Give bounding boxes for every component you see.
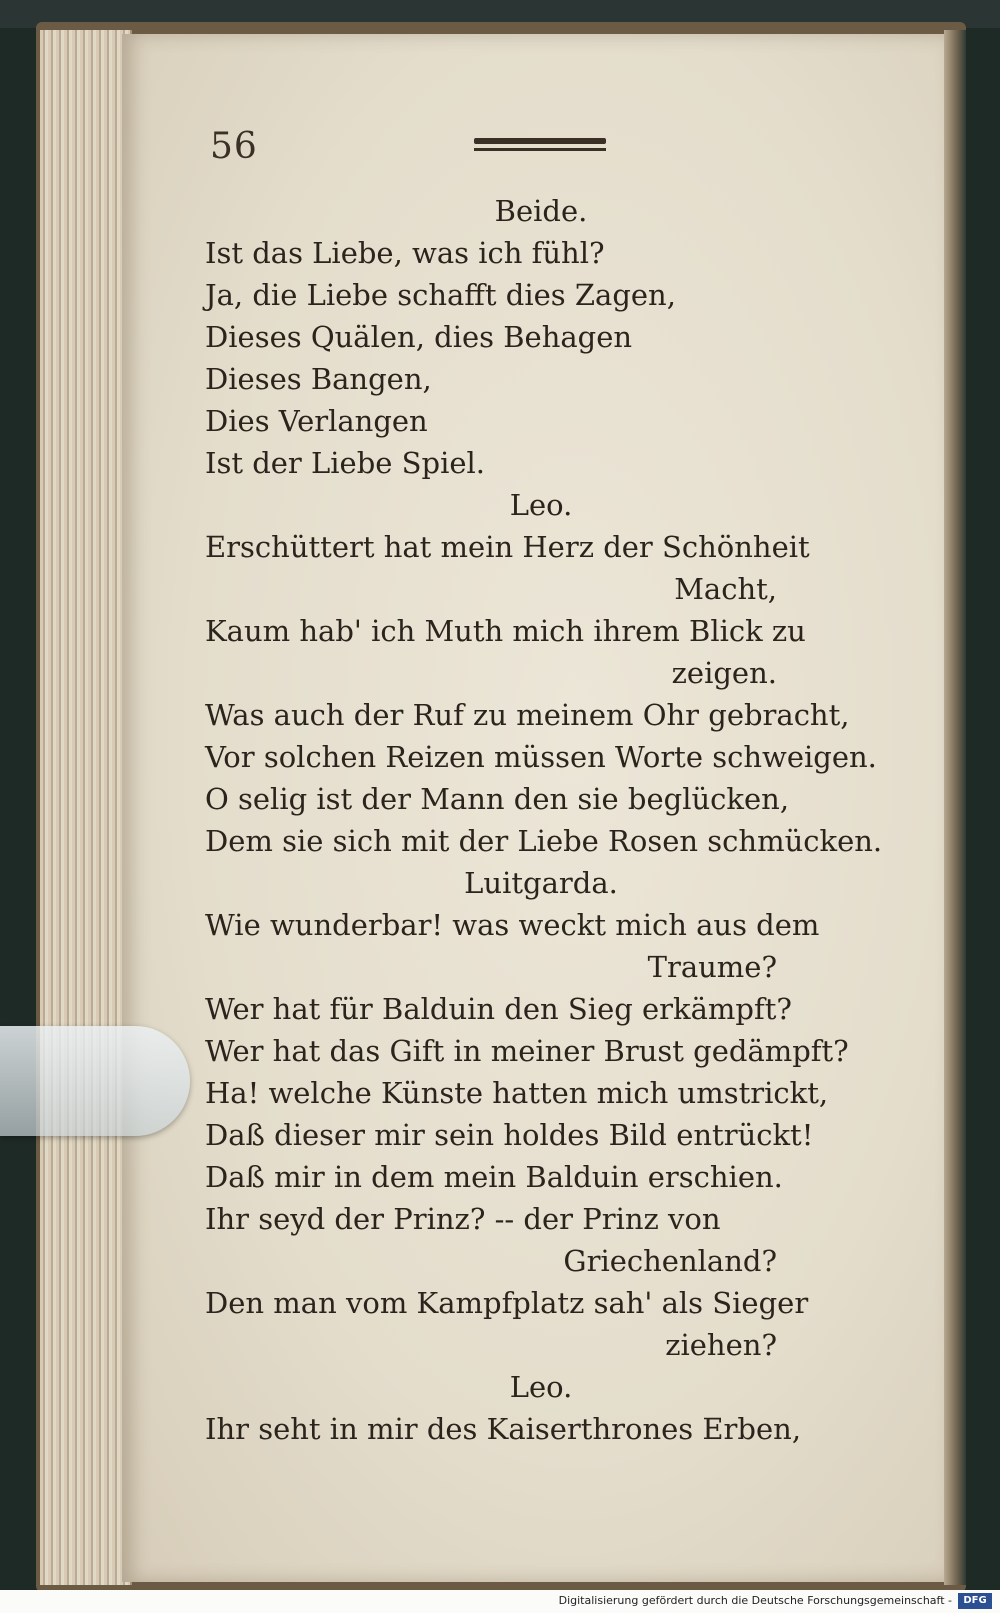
ornament-bar [474, 138, 606, 144]
funding-credit: Digitalisierung gefördert durch die Deutsche Forschungsgemeinschaft - [558, 1594, 952, 1607]
verse-line: Ja, die Liebe schafft dies Zagen, [205, 278, 676, 312]
verse-line: Ihr seht in mir des Kaiserthrones Erben, [205, 1412, 802, 1446]
page-text [205, 190, 883, 1450]
verse-line: Dies Verlangen [205, 404, 428, 438]
verse-line: Ist das Liebe, was ich fühl? [205, 236, 605, 270]
verse-continuation: ziehen? [665, 1328, 777, 1362]
dfg-logo: DFG [958, 1593, 992, 1609]
verse-line: Was auch der Ruf zu meinem Ohr gebracht, [205, 698, 850, 732]
header-ornament [474, 138, 606, 152]
verse-continuation: Griechenland? [563, 1244, 777, 1278]
verse-line: Vor solchen Reizen müssen Worte schweigen. [205, 740, 877, 774]
verse-line: Ist der Liebe Spiel. [205, 446, 486, 480]
page-number: 56 [210, 126, 258, 167]
verse-line: Daß mir in dem mein Balduin erschien. [205, 1160, 783, 1194]
speaker-name: Leo. [509, 1370, 573, 1404]
speaker-name: Beide. [494, 194, 588, 228]
page-clamp [0, 1026, 190, 1136]
book-gutter [944, 30, 966, 1585]
verse-line: Ihr seyd der Prinz? -- der Prinz von [205, 1202, 721, 1236]
verse-continuation: Traume? [647, 950, 777, 984]
verse-line: Kaum hab' ich Muth mich ihrem Blick zu [205, 614, 806, 648]
ornament-rule [474, 148, 606, 151]
verse-continuation: zeigen. [671, 656, 777, 690]
speaker-name: Leo. [509, 488, 573, 522]
speaker-name: Luitgarda. [464, 866, 618, 900]
verse-continuation: Macht, [674, 572, 777, 606]
verse-line: Dieses Quälen, dies Behagen [205, 320, 633, 354]
verse-line: Wer hat das Gift in meiner Brust gedämpft? [205, 1034, 849, 1068]
verse-line: Wie wunderbar! was weckt mich aus dem [205, 908, 820, 942]
verse-line: Erschüttert hat mein Herz der Schönheit [205, 530, 810, 564]
verse-line: Daß dieser mir sein holdes Bild entrückt! [205, 1118, 814, 1152]
verse-line: Dieses Bangen, [205, 362, 432, 396]
verse-line: Ha! welche Künste hatten mich umstrickt, [205, 1076, 829, 1110]
page-edges [40, 30, 132, 1585]
verse-line: O selig ist der Mann den sie beglücken, [205, 782, 790, 816]
verse-line: Wer hat für Balduin den Sieg erkämpft? [205, 992, 792, 1026]
verse-line: Den man vom Kampfplatz sah' als Sieger [205, 1286, 809, 1320]
verse-line: Dem sie sich mit der Liebe Rosen schmücken. [205, 824, 883, 858]
